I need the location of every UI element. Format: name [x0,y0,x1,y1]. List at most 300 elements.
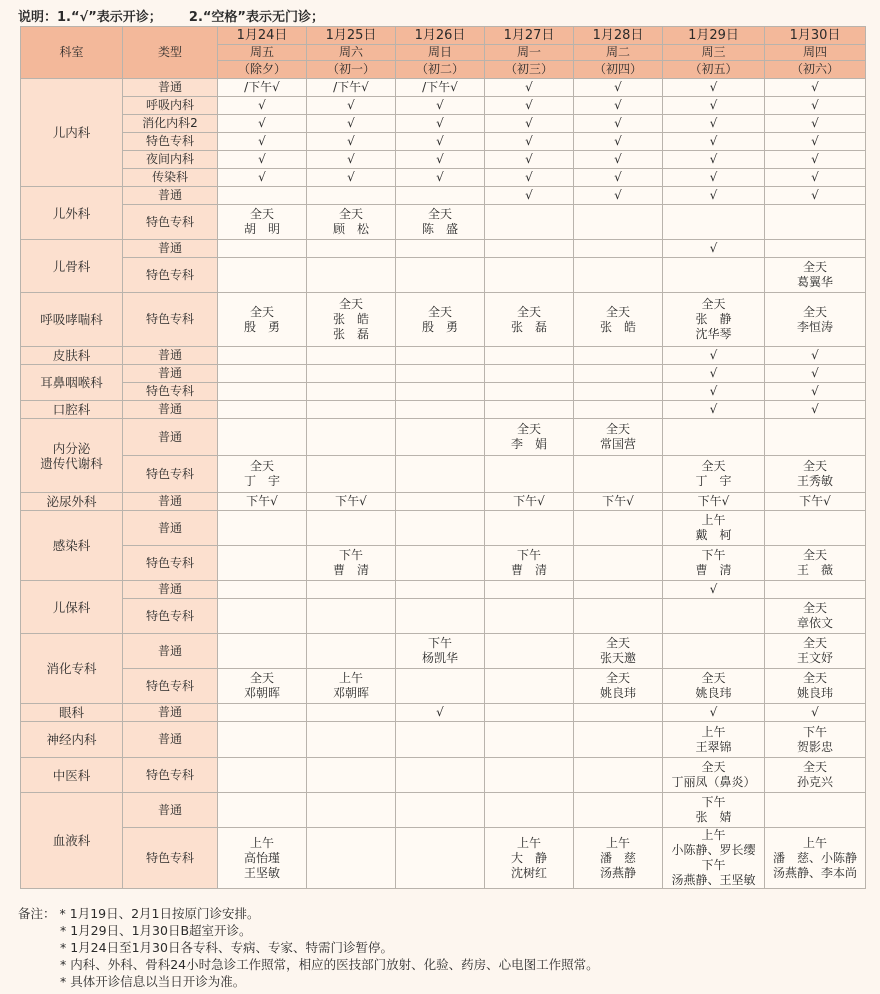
schedule-cell [218,365,307,383]
schedule-cell: √ [765,401,866,419]
schedule-cell [307,704,396,722]
schedule-cell [396,456,485,493]
schedule-cell: 下午√ [218,493,307,511]
type-cell: 特色专科 [123,546,218,581]
dept-cell: 呼吸哮喘科 [21,293,123,347]
schedule-row [21,511,866,546]
header-date: 1月25日 [307,27,396,45]
schedule-cell: 下午 曹 清 [307,546,396,581]
schedule-cell: √ [574,97,663,115]
schedule-row [21,205,866,240]
header-lunar: （初四） [574,61,663,79]
header-date: 1月29日 [663,27,765,45]
schedule-cell [307,511,396,546]
header-lunar: （初一） [307,61,396,79]
schedule-cell [574,258,663,293]
schedule-cell [307,240,396,258]
schedule-cell: √ [663,115,765,133]
schedule-cell [307,581,396,599]
schedule-cell [396,511,485,546]
schedule-row [21,151,866,169]
schedule-cell: √ [485,151,574,169]
schedule-cell [307,365,396,383]
dept-cell: 口腔科 [21,401,123,419]
schedule-cell [574,456,663,493]
schedule-cell [485,383,574,401]
schedule-table [20,26,866,889]
schedule-cell [663,634,765,669]
schedule-cell [307,793,396,828]
schedule-cell [574,240,663,258]
schedule-cell: √ [574,115,663,133]
schedule-cell: 上午 王翠锦 [663,722,765,758]
schedule-cell: √ [396,704,485,722]
schedule-cell [574,365,663,383]
schedule-cell: 全天 丁 宇 [218,456,307,493]
type-cell: 普通 [123,634,218,669]
type-cell: 普通 [123,187,218,205]
schedule-cell: 上午 邓朝晖 [307,669,396,704]
schedule-cell: √ [765,365,866,383]
schedule-cell [307,722,396,758]
schedule-cell [396,581,485,599]
schedule-cell: √ [663,79,765,97]
schedule-cell [485,599,574,634]
schedule-cell: √ [485,133,574,151]
dept-cell: 神经内科 [21,722,123,758]
schedule-cell: 全天 葛翼华 [765,258,866,293]
schedule-cell: √ [663,347,765,365]
type-cell: 特色专科 [123,758,218,793]
schedule-cell: 全天 姚良玮 [574,669,663,704]
dept-cell: 中医科 [21,758,123,793]
type-cell: 普通 [123,722,218,758]
schedule-cell [396,493,485,511]
schedule-cell: 上午 高怡瑾 王坚敏 [218,828,307,889]
schedule-cell: √ [485,169,574,187]
schedule-row [21,828,866,889]
schedule-cell [485,758,574,793]
type-cell: 普通 [123,704,218,722]
schedule-cell [307,187,396,205]
type-cell: 传染科 [123,169,218,187]
schedule-cell [485,581,574,599]
schedule-cell: √ [218,151,307,169]
dept-cell: 儿保科 [21,581,123,634]
schedule-cell: 下午 曹 清 [663,546,765,581]
schedule-cell [396,419,485,456]
footer-label: 备注： [18,906,56,921]
schedule-row [21,581,866,599]
type-cell: 普通 [123,493,218,511]
type-cell: 特色专科 [123,293,218,347]
schedule-cell: √ [485,79,574,97]
schedule-cell: √ [765,97,866,115]
dept-cell: 儿外科 [21,187,123,240]
header-weekday: 周二 [574,45,663,61]
schedule-cell: 下午 张 婧 [663,793,765,828]
schedule-cell: 上午 小陈静、罗长缨 下午 汤燕静、王坚敏 [663,828,765,889]
type-cell: 特色专科 [123,599,218,634]
type-cell: 普通 [123,511,218,546]
schedule-cell: √ [218,97,307,115]
schedule-row [21,79,866,97]
schedule-cell [765,419,866,456]
schedule-cell: √ [396,151,485,169]
schedule-cell [307,599,396,634]
schedule-row [21,347,866,365]
schedule-cell: √ [218,133,307,151]
type-cell: 普通 [123,419,218,456]
schedule-cell [218,793,307,828]
schedule-cell [485,240,574,258]
schedule-row [21,293,866,347]
header-date: 1月28日 [574,27,663,45]
schedule-cell: √ [574,187,663,205]
schedule-cell: √ [574,133,663,151]
schedule-row [21,599,866,634]
header-lunar: （除夕） [218,61,307,79]
schedule-cell: 全天 张 磊 [485,293,574,347]
schedule-cell: √ [765,704,866,722]
schedule-cell: 全天 李 娟 [485,419,574,456]
schedule-cell [396,401,485,419]
schedule-cell: √ [574,169,663,187]
schedule-row [21,187,866,205]
schedule-cell [218,401,307,419]
schedule-cell: √ [765,169,866,187]
schedule-cell [396,828,485,889]
footer-line: * 1月29日、1月30日B超室开诊。 [60,923,252,938]
schedule-cell [218,511,307,546]
schedule-cell [765,205,866,240]
schedule-row [21,365,866,383]
schedule-cell: 下午 贺影忠 [765,722,866,758]
schedule-row [21,704,866,722]
schedule-cell [765,511,866,546]
schedule-cell [218,581,307,599]
footer-line-text: * 1月19日、2月1日按原门诊安排。 [59,906,260,921]
schedule-row [21,97,866,115]
schedule-cell [396,240,485,258]
schedule-cell: 全天 王 薇 [765,546,866,581]
dept-cell: 儿内科 [21,79,123,187]
schedule-cell [218,758,307,793]
schedule-cell [396,347,485,365]
schedule-cell: 全天 姚良玮 [765,669,866,704]
schedule-cell [574,347,663,365]
schedule-cell: 下午√ [663,493,765,511]
schedule-cell: √ [574,79,663,97]
schedule-cell: √ [396,115,485,133]
schedule-cell [574,511,663,546]
schedule-cell: 全天 张 皓 [574,293,663,347]
schedule-cell [307,419,396,456]
schedule-cell [574,793,663,828]
schedule-row [21,634,866,669]
schedule-row [21,456,866,493]
schedule-cell: √ [396,169,485,187]
schedule-cell [307,383,396,401]
header-weekday: 周三 [663,45,765,61]
type-cell: 普通 [123,401,218,419]
type-cell: 普通 [123,365,218,383]
schedule-cell: √ [663,133,765,151]
schedule-cell [485,511,574,546]
schedule-cell: √ [663,151,765,169]
schedule-cell [485,704,574,722]
schedule-cell: 全天 李恒涛 [765,293,866,347]
dept-cell: 儿骨科 [21,240,123,293]
schedule-row [21,401,866,419]
schedule-row [21,793,866,828]
schedule-row [21,669,866,704]
schedule-cell: 全天 胡 明 [218,205,307,240]
schedule-cell [396,669,485,704]
type-cell: 特色专科 [123,205,218,240]
schedule-row [21,115,866,133]
schedule-cell [765,240,866,258]
schedule-cell: √ [485,115,574,133]
header-date: 1月30日 [765,27,866,45]
footer-line [18,904,599,921]
schedule-cell: 上午 潘 慈 汤燕静 [574,828,663,889]
schedule-cell: 全天 张 静 沈华琴 [663,293,765,347]
footer-line: * 具体开诊信息以当日开诊为准。 [60,974,246,989]
schedule-cell [396,258,485,293]
header-lunar: （初六） [765,61,866,79]
schedule-cell: √ [663,240,765,258]
schedule-row [21,258,866,293]
schedule-cell [396,599,485,634]
header-lunar: （初二） [396,61,485,79]
type-cell: 普通 [123,240,218,258]
type-cell: 普通 [123,347,218,365]
footer-notes [18,904,599,989]
header-weekday: 周日 [396,45,485,61]
header-lunar: （初三） [485,61,574,79]
schedule-cell [307,634,396,669]
schedule-cell: 全天 陈 盛 [396,205,485,240]
schedule-cell: 全天 姚良玮 [663,669,765,704]
schedule-cell: /下午√ [396,79,485,97]
schedule-cell [574,704,663,722]
schedule-cell [485,456,574,493]
schedule-cell [485,365,574,383]
type-cell: 特色专科 [123,828,218,889]
schedule-cell [218,634,307,669]
type-cell: 特色专科 [123,456,218,493]
schedule-cell [307,828,396,889]
schedule-cell [307,456,396,493]
header-weekday: 周六 [307,45,396,61]
schedule-cell [485,793,574,828]
schedule-cell [485,634,574,669]
schedule-cell [396,758,485,793]
type-cell: 呼吸内科 [123,97,218,115]
type-cell: 特色专科 [123,669,218,704]
schedule-cell: √ [663,97,765,115]
schedule-cell [307,347,396,365]
schedule-cell [218,599,307,634]
schedule-cell: 下午√ [574,493,663,511]
schedule-cell [218,722,307,758]
type-cell: 特色专科 [123,258,218,293]
schedule-row [21,758,866,793]
header-date: 1月24日 [218,27,307,45]
schedule-cell: √ [663,187,765,205]
schedule-row [21,546,866,581]
schedule-cell [485,258,574,293]
dept-cell: 消化专科 [21,634,123,704]
schedule-cell: 下午√ [307,493,396,511]
schedule-cell: 全天 章依文 [765,599,866,634]
dept-cell: 感染科 [21,511,123,581]
header-date: 1月26日 [396,27,485,45]
header-weekday: 周四 [765,45,866,61]
header-dept: 科室 [21,27,123,79]
schedule-cell: /下午√ [307,79,396,97]
schedule-cell [574,205,663,240]
type-cell: 普通 [123,581,218,599]
schedule-cell [396,383,485,401]
schedule-cell [574,758,663,793]
schedule-cell: √ [218,115,307,133]
type-cell: 普通 [123,793,218,828]
header-lunar: （初五） [663,61,765,79]
header-weekday: 周五 [218,45,307,61]
schedule-row [21,419,866,456]
schedule-cell: 上午 潘 慈、小陈静 汤燕静、李本尚 [765,828,866,889]
schedule-cell [663,419,765,456]
schedule-cell: 上午 戴 柯 [663,511,765,546]
schedule-cell: √ [663,581,765,599]
schedule-cell: /下午√ [218,79,307,97]
schedule-cell: √ [396,97,485,115]
schedule-row [21,169,866,187]
schedule-cell: √ [396,133,485,151]
schedule-cell: √ [307,115,396,133]
schedule-cell: 全天 张 皓 张 磊 [307,293,396,347]
schedule-cell: 全天 顾 松 [307,205,396,240]
schedule-cell: 全天 张天邀 [574,634,663,669]
dept-cell: 耳鼻咽喉科 [21,365,123,401]
schedule-cell [485,722,574,758]
footer-line: * 1月24日至1月30日各专科、专病、专家、特需门诊暂停。 [60,940,393,955]
schedule-cell: 上午 大 静 沈树红 [485,828,574,889]
dept-cell: 内分泌 遗传代谢科 [21,419,123,493]
footer-line: * 内科、外科、骨科24小时急诊工作照常，相应的医技部门放射、化验、药房、心电图工作照常。 [60,957,599,972]
schedule-cell: √ [663,401,765,419]
schedule-cell: √ [765,383,866,401]
schedule-cell: 全天 邓朝晖 [218,669,307,704]
schedule-cell: 全天 孙克兴 [765,758,866,793]
type-cell: 夜间内科 [123,151,218,169]
schedule-cell: √ [307,169,396,187]
dept-cell: 泌尿外科 [21,493,123,511]
schedule-cell [218,419,307,456]
schedule-cell [765,581,866,599]
schedule-cell [307,401,396,419]
schedule-cell: 下午 曹 清 [485,546,574,581]
schedule-cell: 全天 丁 宇 [663,456,765,493]
schedule-cell: √ [663,169,765,187]
schedule-cell [574,581,663,599]
schedule-cell: √ [307,133,396,151]
type-cell: 消化内科2 [123,115,218,133]
type-cell: 特色专科 [123,383,218,401]
schedule-cell: √ [307,151,396,169]
schedule-cell: 全天 殷 勇 [218,293,307,347]
schedule-cell: 下午 杨凯华 [396,634,485,669]
header-weekday: 周一 [485,45,574,61]
schedule-cell: √ [663,365,765,383]
schedule-cell: 全天 殷 勇 [396,293,485,347]
schedule-cell [574,599,663,634]
schedule-cell [574,401,663,419]
schedule-cell [218,187,307,205]
schedule-cell: 全天 王秀敏 [765,456,866,493]
schedule-cell [485,205,574,240]
schedule-cell: √ [574,151,663,169]
schedule-cell: √ [765,115,866,133]
schedule-cell: √ [485,97,574,115]
schedule-cell: 下午√ [485,493,574,511]
schedule-cell [396,546,485,581]
legend-note: 说明：1.“√”表示开诊； 2.“空格”表示无门诊； [18,10,324,25]
schedule-row [21,722,866,758]
type-cell: 特色专科 [123,133,218,151]
schedule-row [21,493,866,511]
schedule-cell: √ [663,704,765,722]
schedule-cell: √ [663,383,765,401]
schedule-cell: 全天 王文妤 [765,634,866,669]
schedule-cell [396,793,485,828]
schedule-cell [218,383,307,401]
header-type: 类型 [123,27,218,79]
schedule-cell [218,546,307,581]
header-date: 1月27日 [485,27,574,45]
schedule-row [21,133,866,151]
dept-cell: 血液科 [21,793,123,889]
schedule-row [21,383,866,401]
schedule-cell: √ [765,187,866,205]
schedule-cell [663,599,765,634]
schedule-cell [485,401,574,419]
schedule-cell: √ [765,347,866,365]
schedule-cell: √ [307,97,396,115]
schedule-cell [307,258,396,293]
schedule-cell [396,187,485,205]
schedule-cell [485,669,574,704]
schedule-cell [307,758,396,793]
schedule-cell: 全天 常国营 [574,419,663,456]
schedule-cell: √ [765,151,866,169]
schedule-row [21,240,866,258]
schedule-cell: 全天 丁丽凤（鼻炎） [663,758,765,793]
schedule-cell [396,722,485,758]
schedule-cell [485,347,574,365]
schedule-cell [574,546,663,581]
schedule-cell [218,258,307,293]
schedule-cell [218,347,307,365]
schedule-cell [663,258,765,293]
schedule-cell [574,722,663,758]
schedule-cell: 下午√ [765,493,866,511]
schedule-cell [574,383,663,401]
schedule-cell: √ [765,79,866,97]
schedule-cell: √ [218,169,307,187]
